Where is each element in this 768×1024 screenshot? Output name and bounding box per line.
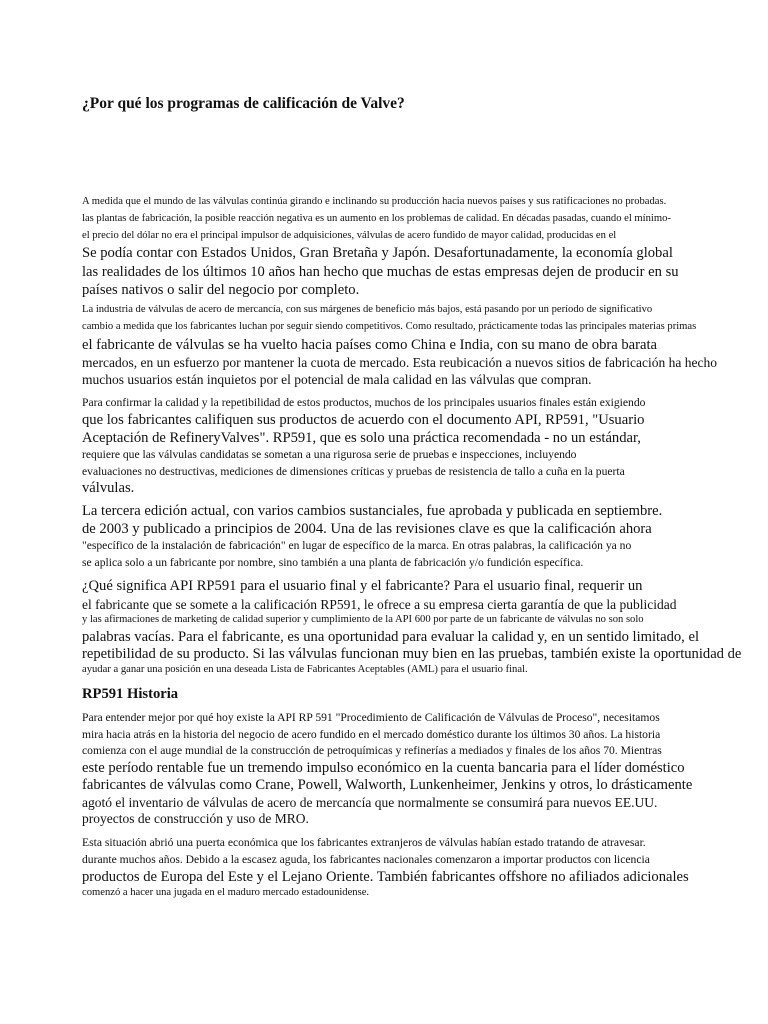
text-line: palabras vacías. Para el fabricante, es una oportunidad para evaluar la calidad y, en un sentido limitado, el [82,629,700,645]
text-line: el fabricante que se somete a la calificación RP591, le ofrece a su empresa cierta garantía de que la publicidad [82,597,677,612]
text-line: Se podía contar con Estados Unidos, Gran Bretaña y Japón. Desafortunadamente, la economía global [82,245,673,261]
page-title: ¿Por qué los programas de calificación de Valve? [82,95,405,112]
text-line: ayudar a ganar una posición en una deseada Lista de Fabricantes Aceptables (AML) para el usuario final. [82,664,528,675]
text-line: las plantas de fabricación, la posible reacción negativa es un aumento en los problemas de calidad. En décadas pasadas, cuando el mínimo- [82,213,671,224]
text-line: Aceptación de RefineryValves". RP591, que es solo una práctica recomendada - no un estándar, [82,430,641,446]
text-line: proyectos de construcción y uso de MRO. [82,811,309,826]
text-line: que los fabricantes califiquen sus productos de acuerdo con el documento API, RP591, "Usuario [82,412,645,428]
text-line: La tercera edición actual, con varios cambios sustanciales, fue aprobada y publicada en septiembre. [82,503,663,519]
text-line: repetibilidad de su producto. Si las válvulas funcionan muy bien en las pruebas, también existe la oportunidad de [82,646,742,662]
text-line: mercados, en un esfuerzo por mantener la cuota de mercado. Esta reubicación a nuevos sitios de fabricación ha hecho [82,355,717,370]
text-line: La industria de válvulas de acero de mercancía, con sus márgenes de beneficio más bajos, está pasando por un período de significativo [82,304,653,315]
text-line: se aplica solo a un fabricante por nombre, sino también a una planta de fabricación y/o fundición específica. [82,556,584,569]
section-heading: RP591 Historia [82,686,179,702]
text-line: ¿Qué significa API RP591 para el usuario final y el fabricante? Para el usuario final, requerir un [82,578,643,594]
text-line: las realidades de los últimos 10 años han hecho que muchas de estas empresas dejen de producir en su [82,264,679,280]
text-line: fabricantes de válvulas como Crane, Powell, Walworth, Lunkenheimer, Jenkins y otros, lo drásticamente [82,777,693,793]
text-line: requiere que las válvulas candidatas se sometan a una rigurosa serie de pruebas e inspecciones, incluyendo [82,448,577,461]
text-line: válvulas. [82,480,135,496]
text-line: muchos usuarios están inquietos por el potencial de mala calidad en las válvulas que compran. [82,372,592,387]
text-line: agotó el inventario de válvulas de acero de mercancía que normalmente se consumirá para nuevos EE.UU. [82,795,658,810]
text-line: y las afirmaciones de marketing de calidad superior y cumplimiento de la API 600 por parte de un fabricante de válvulas no son solo [82,614,644,625]
text-line: Esta situación abrió una puerta económica que los fabricantes extranjeros de válvulas habían estado tratando de atravesar. [82,836,646,849]
text-line: este período rentable fue un tremendo impulso económico en la cuenta bancaria para el líder doméstico [82,760,685,776]
text-line: A medida que el mundo de las válvulas continúa girando e inclinando su producción hacia nuevos países y sus ratificaciones no probadas. [82,196,667,207]
text-line: comenzó a hacer una jugada en el maduro mercado estadounidense. [82,887,370,898]
text-line: el precio del dólar no era el principal impulsor de adquisiciones, válvulas de acero fundido de mayor calidad, producidas en el [82,230,617,241]
text-line: el fabricante de válvulas se ha vuelto hacia países como China e India, con su mano de obra barata [82,337,658,353]
text-line: Para confirmar la calidad y la repetibilidad de estos productos, muchos de los principales usuarios finales están exigiendo [82,396,646,409]
text-line: comienza con el auge mundial de la construcción de petroquímicas y refinerías a mediados y finales de los años 70. Mientras [82,744,662,757]
text-line: mira hacia atrás en la historia del negocio de acero fundido en el mercado doméstico durante los últimos 30 años. La historia [82,728,661,741]
text-line: durante muchos años. Debido a la escasez aguda, los fabricantes nacionales comenzaron a importar productos con licencia [82,853,650,866]
text-line: evaluaciones no destructivas, mediciones de dimensiones críticas y pruebas de resistencia de tallo a cuña en la puerta [82,465,625,478]
text-line: Para entender mejor por qué hoy existe la API RP 591 "Procedimiento de Calificación de Válvulas de Proceso", necesitamos [82,711,660,724]
text-line: "específico de la instalación de fabricación" en lugar de específico de la marca. En otras palabras, la calificación ya no [82,539,632,552]
text-line: cambio a medida que los fabricantes luchan por seguir siendo competitivos. Como resultado, prácticamente todas las principales materias primas [82,321,697,332]
text-line: de 2003 y publicado a principios de 2004. Una de las revisiones clave es que la calificación ahora [82,521,652,537]
text-line: países nativos o salir del negocio por completo. [82,282,360,298]
text-line: productos de Europa del Este y el Lejano Oriente. También fabricantes offshore no afiliados adicionales [82,869,689,885]
